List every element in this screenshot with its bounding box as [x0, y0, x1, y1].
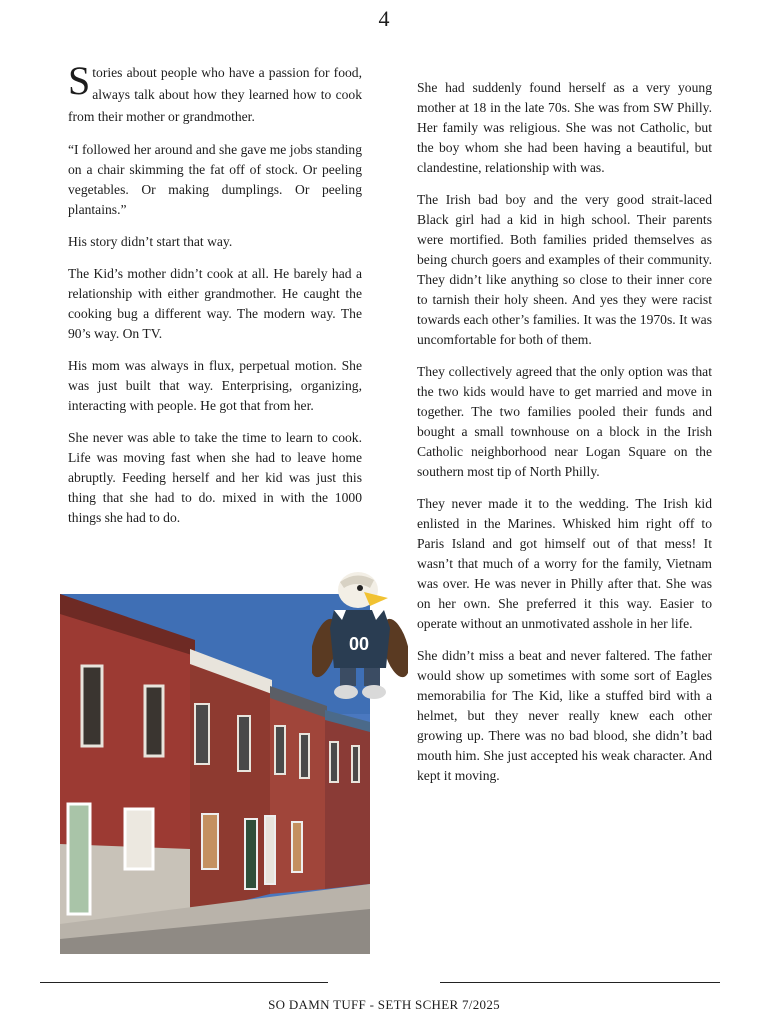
right-column [417, 78, 712, 798]
body-paragraph: “I followed her around and she gave me jobs standing on a chair skimming the fat off of stock. Or peeling vegetables. Or making dumplings. Or peeling plantains.” [68, 142, 362, 217]
body-paragraph: She didn’t miss a beat and never faltered. The father would show up sometimes with some sort of Eagles memorabilia for The Kid, like a stuffed bird with a helmet, but they never really knew each other growing up. There was no bad blood, she didn’t bad mouth him. She just accepted his weak character. And kept it moving. [417, 648, 712, 783]
eagle-mascot-plush-icon [312, 568, 408, 704]
mascot-jersey-number: 00 [348, 634, 370, 654]
body-paragraph: His mom was always in flux, perpetual motion. She was just built that way. Enterprising, organizing, interacting with people. He got that from her. [68, 358, 362, 413]
intro-text: tories about people who have a passion for food, always talk about how they learned how to cook from their mother or grandmother. [68, 65, 362, 124]
page-number: 4 [378, 6, 390, 31]
body-paragraph: The Irish bad boy and the very good strait-laced Black girl had a kid in high school. Their parents were mortified. Both families prided themselves as being church goers and examples of their community. They didn’t like anything so close to their inner core to tarnish their holy sheen. And yes they were racist towards each other’s families. It was the 1970s. It was uncomfortable for both of them. [417, 192, 712, 347]
body-paragraph: The Kid’s mother didn’t cook at all. He barely had a relationship with either grandmother. He caught the cooking bug a different way. The modern way. The 90’s way. On TV. [68, 266, 362, 341]
footer-rule-right [440, 982, 720, 983]
footer-rule-left [40, 982, 328, 983]
body-paragraph: She had suddenly found herself as a very young mother at 18 in the late 70s. She was from SW Philly. Her family was religious. She was not Catholic, but the boy whom she had been having a beautiful, but clandestine, relationship with was. [417, 80, 712, 175]
body-paragraph: They collectively agreed that the only option was that the two kids would have to get married and move in together. The two families pooled their funds and bought a small townhouse on a block in the Irish Catholic neighborhood near Logan Square on the southern most tip of North Philly. [417, 364, 712, 479]
body-paragraph: His story didn’t start that way. [68, 234, 233, 249]
footer-credit: SO DAMN TUFF - SETH SCHER 7/2025 [268, 997, 500, 1012]
eagle-mascot [312, 568, 408, 704]
drop-cap: S [68, 58, 91, 103]
left-column [68, 58, 362, 540]
body-paragraph: She never was able to take the time to learn to cook. Life was moving fast when she had to leave home abruptly. Feeding herself and her kid was just this thing that she had to do. mixed in with the 1000 things she had to do. [68, 430, 362, 525]
intro-paragraph [68, 58, 362, 128]
body-paragraph: They never made it to the wedding. The Irish kid enlisted in the Marines. Whisked him right off to Paris Island and got himself out of that mess! It wasn’t that much of a worry for the family, Vietnam was over. He was never in Philly after that. She was on her own. She preferred it this way. Easier to operate without an unmotivated asshole in her life. [417, 496, 712, 631]
